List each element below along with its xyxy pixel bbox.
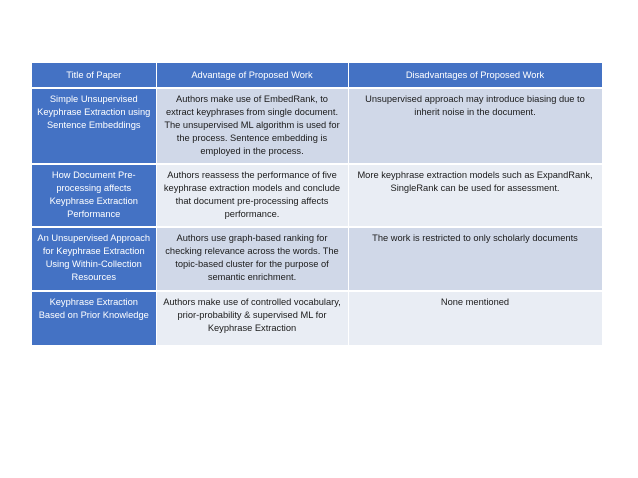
comparison-table (32, 63, 603, 347)
table-row (32, 291, 602, 346)
disadvantage-cell: More keyphrase extraction models such as ExpandRank, SingleRank can be used for assessment. (348, 164, 602, 227)
disadvantage-cell: Unsupervised approach may introduce biasing due to inherit noise in the document. (348, 88, 602, 164)
disadvantage-cell: None mentioned (348, 291, 602, 346)
header-advantage: Advantage of Proposed Work (156, 63, 348, 88)
advantage-cell: Authors use graph-based ranking for checking relevance across the words. The topic-based cluster for the purpose of semantic enrichment. (156, 227, 348, 291)
header-row (32, 63, 602, 88)
disadvantage-cell: The work is restricted to only scholarly documents (348, 227, 602, 291)
advantage-cell: Authors make use of EmbedRank, to extract keyphrases from single document. The unsupervised ML algorithm is used for the process. Sentence embedding is employed in the process. (156, 88, 348, 164)
table-row (32, 227, 602, 291)
paper-title-cell: Keyphrase Extraction Based on Prior Knowledge (32, 291, 156, 346)
paper-title-cell: Simple Unsupervised Keyphrase Extraction using Sentence Embeddings (32, 88, 156, 164)
advantage-cell (156, 164, 348, 227)
paper-title-cell: How Document Pre-processing affects Keyphrase Extraction Performance (32, 164, 156, 227)
table-row (32, 164, 602, 227)
advantage-cell: Authors make use of controlled vocabulary, prior-probability & supervised ML for Keyphrase Extraction (156, 291, 348, 346)
advantage-text: Authors reassess the performance of five keyphrase extraction models and conclude that document pre-processing affects performance. (163, 170, 347, 219)
header-disadvantages: Disadvantages of Proposed Work (348, 63, 602, 88)
header-title-of-paper: Title of Paper (32, 63, 156, 88)
table-row (32, 88, 602, 164)
paper-title-cell: An Unsupervised Approach for Keyphrase Extraction Using Within-Collection Resources (32, 227, 156, 291)
